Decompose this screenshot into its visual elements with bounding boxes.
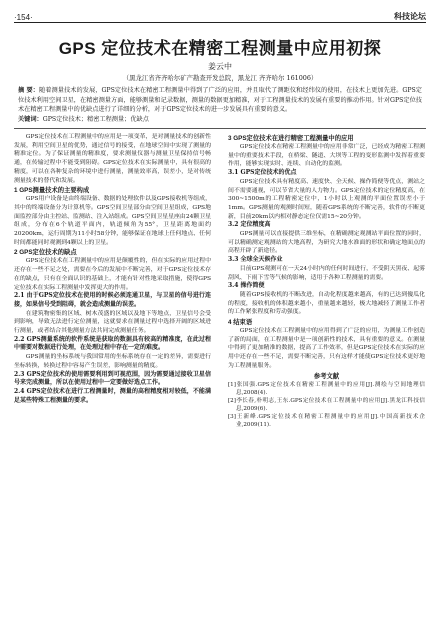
paragraph: GPS定位技术具有精度高、速度快、全天候、操作简便等优点，测站之间不需要通视，可以节省大量的人力物力。GPS定位技术的定位精度高，在300~1500m的工程精密定位中，1小时以上观测的平面位置误差小于1mm。GPS测量的观测时间短，随着GPS系统的不断完善，软件的不断更新，目前20km以内相对静态定位仅需15~20分钟。 [228,178,425,220]
abstract [18,86,422,115]
left-column [14,133,211,405]
references-heading: 参考文献 [313,372,340,380]
subsection-heading: 3.2 定位精度高 [228,221,271,229]
keywords [18,115,422,124]
paragraph: GPS测量的坐标系统与我国常用的坐标系统存在一定的差异，需要进行坐标转换，转换过程中容易产生误差，影响测量的精度。 [14,354,211,369]
paragraph: GPS定位技术在精密工程测量中的应用非常广泛，已经成为精密工程测量中的重要技术手段，在桥梁、隧道、大坝等工程的变形监测中发挥着重要作用，能够实现实时、连续、自动化的监测。 [228,144,425,168]
paragraph: GPS用户设备是由终端设备、数据的处理软件以及GPS接收机等组成，其中的终端设备分为计算机等。GPS空间卫星部分由空间卫星组成，GPS地面监控部分由主控站、监测站、注入站组成。GPS空间卫星星座由24颗卫星组成，分布在6个轨道平面内，轨道倾角为55°，卫星距离地面约20200km，运行周期为11小时58分钟，能够保证在地球上任何地点、任何时间都能同时观测到4颗以上的卫星。 [14,196,211,246]
keywords-label: 关键词： [18,116,43,123]
author: 姜云中 [208,62,232,71]
reference-item: [1]张国强.GPS定位技术在精密工程测量中的应用[J].测绘与空间地理信息,2008(4). [228,382,425,397]
section-heading: 1 GPS测量技术的主要构成 [14,187,90,195]
keywords-text: GPS定位技术；精密工程测量；优缺点 [42,116,149,123]
paragraph: GPS测量可以直接提供三维坐标，在精确测定观测站平面位置的同时，可以精确测定观测站的大地高程，为研究大地水准面的形状和确定地面点的高程开辟了新途径。 [228,231,425,255]
page-number: ·154· [14,13,33,22]
paragraph: GPS定位技术在工程测量中的应用是一项变革，是对测量技术的创新性发展，利用空间卫星的优势，通过信号的接受，在地球空间中实现了测量的精准定位。为了保证测量的精准度，要求测量仪器与测量卫星保持信号畅通，在传输过程中不能受到阻碍。GPS定位技术在实际测量中，具有很高的精度，可以在各种复杂的环境中进行测量，测量效率高，误差小，是对传统测量技术的替代和发展。 [14,134,211,184]
paragraph: 目前GPS观测可在一天24小时内的任何时间进行，不受阴天黑夜、起雾刮风、下雨下雪等气候的影响，适用于各种工程测量的需要。 [228,265,425,281]
paragraph: 随着GPS接收机的不断改进，自动化程度越来越高，有的已达到傻瓜化的程度，接收机的体积越来越小，重量越来越轻，极大地减轻了测量工作者的工作紧张程度和劳动强度。 [228,291,425,316]
abstract-label: 摘 要： [18,87,39,94]
section-heading: 3 GPS定位技术在进行精密工程测量中的应用 [228,135,354,142]
subsection-heading: 3.1 GPS定位技术的优点 [228,169,297,177]
paragraph: GPS定位技术在工程测量中的应用得到了广泛的应用，为测量工作创造了新的局面，在工程测量中是一项创新性的技术，具有重要的意义。在测量中得到了更加精准的数据，提高了工作效率，但是GPS定位技术在实际的应用中还存在一些不足，需要不断完善，只有这样才能使GPS定位技术更好地为工程测量服务。 [228,328,425,369]
divider [14,128,426,129]
affiliation: （黑龙江省齐齐哈尔矿产勘查开发总院，黑龙江 齐齐哈尔 161006） [122,74,318,82]
subsection-heading: 2.1 由于GPS定位技术在使用的时候必须连通卫星，与卫星的信号进行连接，如果信号受到阻碍，就会造成测量的误差。 [14,292,211,308]
subsection-heading: 3.3 全球全天候作业 [228,256,283,264]
subsection-heading: 2.4 GPS定位技术在进行工程测量时，测量的高程精度相对较低，不能满足某些特殊工程测量的要求。 [14,387,211,404]
page-header [14,8,426,23]
subsection-heading: 2.2 GPS测量系统的软件系统是获取的数据具有较高的精准度，在此过程中需要对数据进行处理，在处理过程中存在一定的难度。 [14,335,211,352]
right-column [228,133,425,429]
subsection-heading: 3.4 操作简便 [228,282,265,290]
column-name: 科技论坛 [394,12,426,21]
subsection-heading: 2.3 GPS定位技术的使用需要利用到可视范围，因为需要通过接收卫星信号来完成测量，所以在使用过程中一定要做好选点工作。 [14,370,211,387]
reference-item: [3]王新峰.GPS定位技术在精密工程测量中的应用[J].中国高新技术企业,2009(11). [228,414,425,429]
reference-item: [2]李长春,朴明志,王东.GPS定位技术在工程测量中的应用[J].黑龙江科技信息,2009(6). [228,398,425,413]
paragraph: GPS定位技术在工程测量中的应用是颠覆性的，但在实际的应用过程中还存在一些不足之处，需要在今后的发展中不断完善，对于GPS定位技术存在的缺点，只有在全面认识的基础上，才能有针对性地采取措施，使得GPS定位技术在实际工程测量中发挥更大的作用。 [14,258,211,291]
section-heading: 2 GPS定位技术的缺点 [14,249,77,257]
article-title: GPS 定位技术在精密工程测量中应用初探 [58,39,382,58]
section-heading: 4 结束语 [228,319,253,327]
paragraph: 在建筑物密集的区域、树木茂盛的区域以及地下等地点，卫星信号会受到影响，导致无法进行定位测量，这就要求在测量过程中选择开阔的区域进行测量，或者结合其他测量方法共同完成测量任务。 [14,310,211,335]
abstract-text: 随着测量技术的发展，GPS定位技术在精密工程测量中得到了广泛的应用，并且取代了测距仪和经纬仪的使用，在技术上更加先进。GPS定位技术利用空间卫星，在精密测量方面，能够测量和记录数据，测量的数据更加精准，对于工程测量技术的发展有重要的推动作用。针对GPS定位技术在精密工程测量中的优缺点进行了详细的分析，对于GPS定位技术的进一步发展具有重要的意义。 [18,87,422,114]
